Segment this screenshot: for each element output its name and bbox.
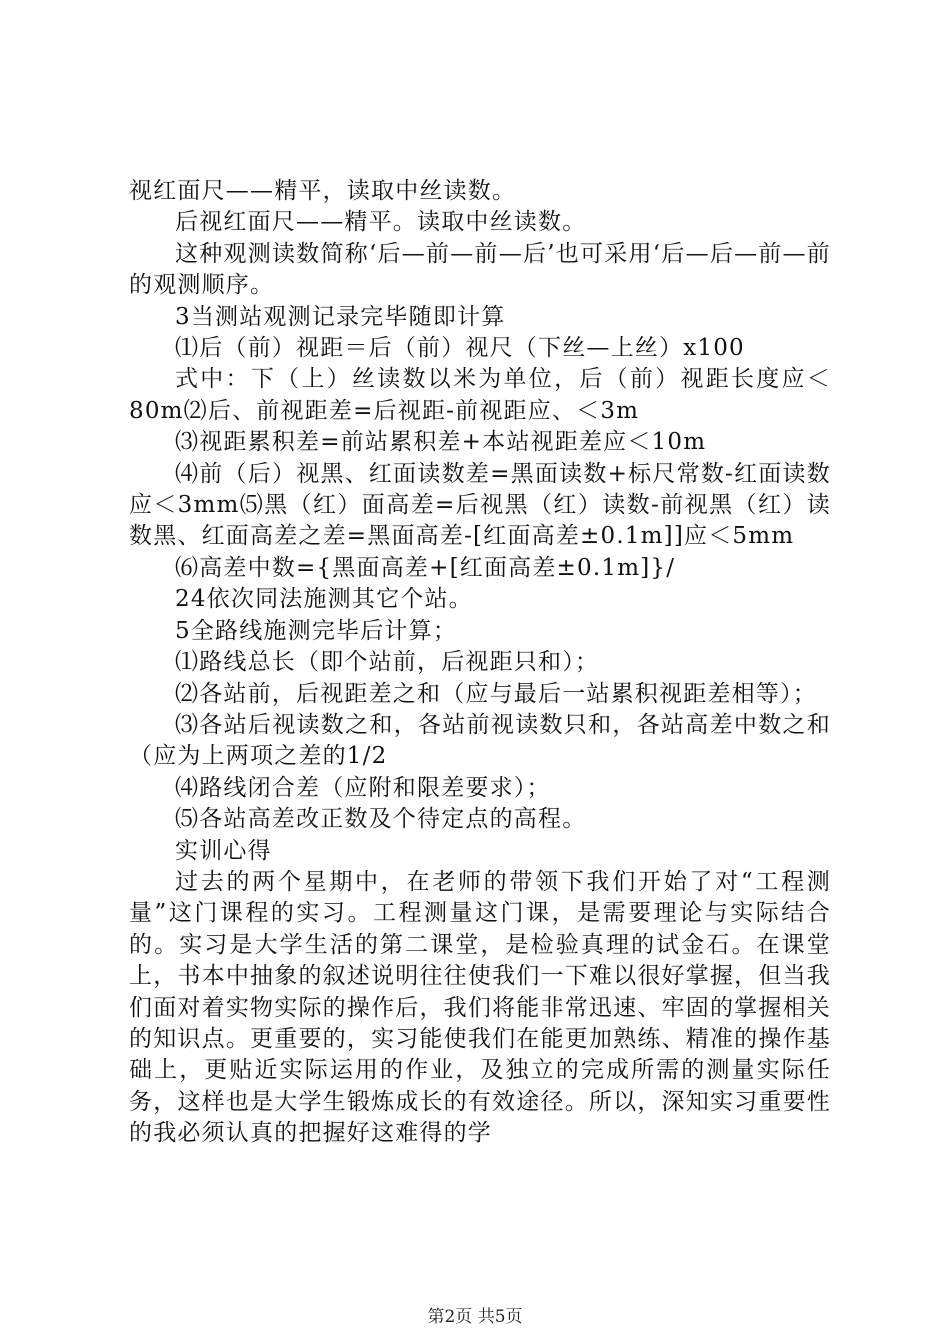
paragraph: 后视红面尺——精平。读取中丝读数。 (175, 209, 587, 236)
paragraph: ⑶各站后视读数之和，各站前视读数只和，各站高差中数之和（应为上两项之差的1/2 (129, 711, 831, 770)
paragraph: ⑴后（前）视距＝后（前）视尺（下丝—上丝）x100 (175, 335, 745, 362)
paragraph: ⑹高差中数={黑面高差+[红面高差±0.1m]}/ (175, 554, 676, 581)
paragraph: ⑸各站高差改正数及个待定点的高程。 (175, 806, 587, 833)
paragraph: 这种观测读数简称‘后—前—前—后’也可采用‘后—后—前—前的观测顺序。 (129, 240, 831, 299)
paragraph: ⑶视距累积差=前站累积差+本站视距差应＜10m (175, 429, 707, 456)
paragraph: ⑴路线总长（即个站前，后视距只和）； (175, 649, 600, 676)
paragraph: 视红面尺——精平，读取中丝读数。 (129, 178, 517, 204)
page-footer (0, 1302, 950, 1327)
page-number-label: 第2页 共5页 (427, 1307, 523, 1327)
paragraph: 式中：下（上）丝读数以米为单位，后（前）视距长度应＜80m⑵后、前视距差=后视距-前视距应、＜3m (129, 366, 831, 424)
paragraph: 过去的两个星期中，在老师的带领下我们开始了对“工程测量”这门课程的实习。工程测量这门课，是需要理论与实际结合的。实习是大学生活的第二课堂，是检验真理的试金石。在课堂上，书本中抽象的叙述说明往往使我们一下难以很好掌握，但当我们面对着实物实际的操作后，我们将能非常迅速、牢固的掌握相关的知识点。更重要的，实习能使我们在能更加熟练、精准的操作基础上，更贴近实际运用的作业，及独立的完成所需的测量实际任务，这样也是大学生锻炼成长的有效途径。所以，深知实习重要性的我必须认真的把握好这难得的学 (129, 868, 831, 1147)
document-body (129, 176, 831, 1150)
paragraph: 3当测站观测记录完毕随即计算 (175, 303, 506, 330)
paragraph: ⑷前（后）视黑、红面读数差=黑面读数+标尺常数-红面读数应＜3mm⑸黑（红）面高差=后视黑（红）读数-前视黑（红）读数黑、红面高差之差=黑面高差-[红面高差±0.1m]]应＜5mm (129, 460, 831, 550)
paragraph: ⑷路线闭合差（应附和限差要求）； (175, 774, 551, 801)
paragraph: 24依次同法施测其它个站。 (175, 586, 473, 613)
section-heading: 实训心得 (175, 837, 272, 864)
paragraph: ⑵各站前，后视距差之和（应与最后一站累积视距差相等）； (175, 680, 817, 707)
paragraph: 5全路线施测完毕后计算； (175, 617, 458, 644)
